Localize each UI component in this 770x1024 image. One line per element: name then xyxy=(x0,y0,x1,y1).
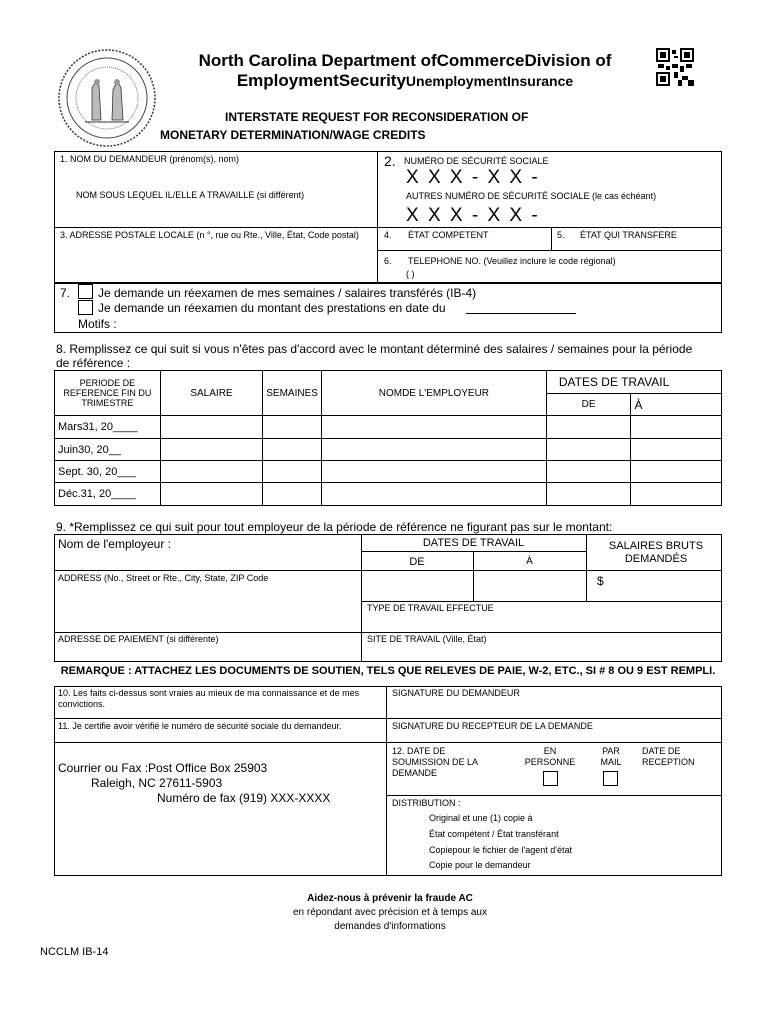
form-title xyxy=(180,51,630,91)
title-line2 xyxy=(180,71,630,91)
col-de-header: DE xyxy=(546,394,631,416)
employer-name-label: Nom de l'employeur : xyxy=(58,537,172,551)
reexam-weeks-checkbox[interactable] xyxy=(78,284,93,299)
subtitle-line2: MONETARY DETERMINATION/WAGE CREDITS xyxy=(160,128,426,142)
fraud-notice-title: Aidez-nous à prévenir la fraude AC xyxy=(307,893,473,904)
mail-line1: Courrier ou Fax :Post Office Box 25903 xyxy=(58,761,268,775)
row-employer[interactable] xyxy=(321,461,546,483)
fraud-notice-line3: demandes d'informations xyxy=(334,921,446,932)
ssn-verified-statement: 11. Je certifie avoir vérifié le numéro de sécurité sociale du demandeur. xyxy=(58,721,342,731)
fax-number: Numéro de fax (919) XXX-XXXX xyxy=(157,791,331,805)
dollar-sign: $ xyxy=(597,574,604,588)
ssn-number: 2. xyxy=(384,153,396,169)
claimant-signature-label: SIGNATURE DU DEMANDEUR xyxy=(392,688,520,698)
telephone-num: 6. xyxy=(384,256,392,266)
col-employer-header: NOMDE L'EMPLOYEUR xyxy=(321,371,546,416)
row-de[interactable] xyxy=(546,416,631,439)
col-salary-header: SALAIRE xyxy=(160,371,263,416)
section8-intro: 8. Remplissez ce qui suit si vous n'êtes pas d'accord avec le montant déterminé des salaires / semaines pour la période de référence : xyxy=(56,342,693,370)
local-address-label: 3. ADRESSE POSTALE LOCALE (n °, rue ou Rte., Ville, État, Code postal) xyxy=(60,230,359,240)
row-employer[interactable] xyxy=(321,483,546,506)
section7-num: 7. xyxy=(60,286,71,300)
row-weeks[interactable] xyxy=(263,439,322,461)
col-period-header: PERIODE DE REFERENCE FIN DU TRIMESTRE xyxy=(55,371,161,416)
row-period: Mars31, 20____ xyxy=(55,416,161,439)
work-type-label: TYPE DE TRAVAIL EFFECTUE xyxy=(367,603,494,613)
in-person-label: EN PERSONNE xyxy=(524,746,576,767)
state-competent-label: ÉTAT COMPETENT xyxy=(408,230,489,240)
row-a[interactable] xyxy=(631,416,722,439)
mail-line2: Raleigh, NC 27611-5903 xyxy=(91,776,223,790)
qr-code xyxy=(656,48,694,86)
a-label: À xyxy=(526,556,533,567)
receiver-signature-label: SIGNATURE DU RECEPTEUR DE LA DEMANDE xyxy=(392,721,593,731)
title-line2-b: UnemploymentInsurance xyxy=(405,73,574,89)
row-de[interactable] xyxy=(546,483,631,506)
row-de[interactable] xyxy=(546,439,631,461)
distribution-item: État compétent / État transférant xyxy=(429,829,559,839)
reception-date-label: DATE DE RECEPTION xyxy=(642,746,695,767)
row-a[interactable] xyxy=(631,461,722,483)
reexam-amount-label: Je demande un réexamen du montant des prestations en date du xyxy=(98,301,446,315)
row-period: Sept. 30, 20___ xyxy=(55,461,161,483)
row-weeks[interactable] xyxy=(263,461,322,483)
fraud-notice-line2: en répondant avec précision et à temps aux xyxy=(292,907,487,918)
transferring-state-label: ÉTAT QUI TRANSFERE xyxy=(580,230,677,240)
row-de[interactable] xyxy=(546,461,631,483)
title-line1: North Carolina Department ofCommerceDivision of xyxy=(198,51,612,70)
work-site-label: SITE DE TRAVAIL (Ville, État) xyxy=(367,634,487,644)
reexam-weeks-label: Je demande un réexamen de mes semaines / salaires transférés (IB-4) xyxy=(98,286,477,300)
reexam-date-line[interactable] xyxy=(466,313,576,314)
claimant-name-label: 1. NOM DU DEMANDEUR (prénom(s), nom) xyxy=(60,154,240,164)
state-seal xyxy=(57,48,157,148)
state-competent-num: 4. xyxy=(384,230,392,240)
distribution-item: Copiepour le fichier de l'agent d'état xyxy=(429,845,573,855)
wage-table xyxy=(54,370,722,506)
distribution-label: DISTRIBUTION : xyxy=(392,798,461,808)
row-salary[interactable] xyxy=(160,416,263,439)
row-period: Déc.31, 20____ xyxy=(55,483,161,506)
title-line2-a: EmploymentSecurity xyxy=(236,71,406,90)
distribution-item: Copie pour le demandeur xyxy=(429,860,531,870)
transferring-state-num: 5. xyxy=(557,230,565,240)
remarque-note: REMARQUE : ATTACHEZ LES DOCUMENTS DE SOUTIEN, TELS QUE RELEVES DE PAIE, W-2, ETC., SI # 8 OU 9 EST REMPLI. xyxy=(60,665,716,677)
payment-address-label: ADRESSE DE PAIEMENT (si différente) xyxy=(58,634,219,644)
col-a-header: À xyxy=(631,394,722,416)
row-a[interactable] xyxy=(631,483,722,506)
reexam-amount-checkbox[interactable] xyxy=(78,300,93,315)
by-mail-label: PAR MAIL xyxy=(600,746,622,767)
form-id: NCCLM IB-14 xyxy=(40,946,109,958)
by-mail-checkbox[interactable] xyxy=(603,771,618,786)
row-salary[interactable] xyxy=(160,483,263,506)
row-salary[interactable] xyxy=(160,439,263,461)
motifs-label: Motifs : xyxy=(78,317,117,331)
ssn-mask[interactable]: X X X - X X - xyxy=(406,167,540,188)
col-dates-header: DATES DE TRAVAIL xyxy=(546,371,721,394)
other-ssn-mask[interactable]: X X X - X X - xyxy=(406,205,540,226)
worked-under-name-label: NOM SOUS LEQUEL IL/ELLE A TRAVAILLE (si différent) xyxy=(76,190,305,200)
row-weeks[interactable] xyxy=(263,416,322,439)
facts-true-statement: 10. Les faits ci-dessus sont vraies au mieux de ma connaissance et de mes convictions. xyxy=(58,688,360,709)
dates-work-label: DATES DE TRAVAIL xyxy=(422,537,525,549)
telephone-label: TELEPHONE NO. (Veuillez inclure le code régional) xyxy=(408,256,616,266)
de-label: DE xyxy=(409,556,425,568)
row-salary[interactable] xyxy=(160,461,263,483)
submission-date-label: 12. DATE DE SOUMISSION DE LA DEMANDE xyxy=(392,746,478,778)
ssn-label: NUMÉRO DE SÉCURITÉ SOCIALE xyxy=(404,156,549,166)
in-person-checkbox[interactable] xyxy=(543,771,558,786)
section9-intro: 9. *Remplissez ce qui suit pour tout employeur de la période de référence ne figurant pas sur le montant: xyxy=(56,520,613,534)
row-period: Juin30, 20__ xyxy=(55,439,161,461)
col-weeks-header: SEMAINES xyxy=(263,371,322,416)
gross-wages-label: SALAIRES BRUTS DEMANDÉS xyxy=(608,540,704,565)
other-ssn-label: AUTRES NUMÉRO DE SÉCURITÉ SOCIALE (le cas échéant) xyxy=(406,191,657,201)
employer-address-label: ADDRESS (No., Street or Rte., City, State, ZIP Code xyxy=(58,573,269,583)
distribution-item: Original et une (1) copie à xyxy=(429,813,533,823)
row-a[interactable] xyxy=(631,439,722,461)
row-employer[interactable] xyxy=(321,416,546,439)
subtitle-line1: INTERSTATE REQUEST FOR RECONSIDERATION OF xyxy=(225,110,529,124)
row-weeks[interactable] xyxy=(263,483,322,506)
telephone-area-code[interactable]: ( ) xyxy=(406,269,415,279)
row-employer[interactable] xyxy=(321,439,546,461)
